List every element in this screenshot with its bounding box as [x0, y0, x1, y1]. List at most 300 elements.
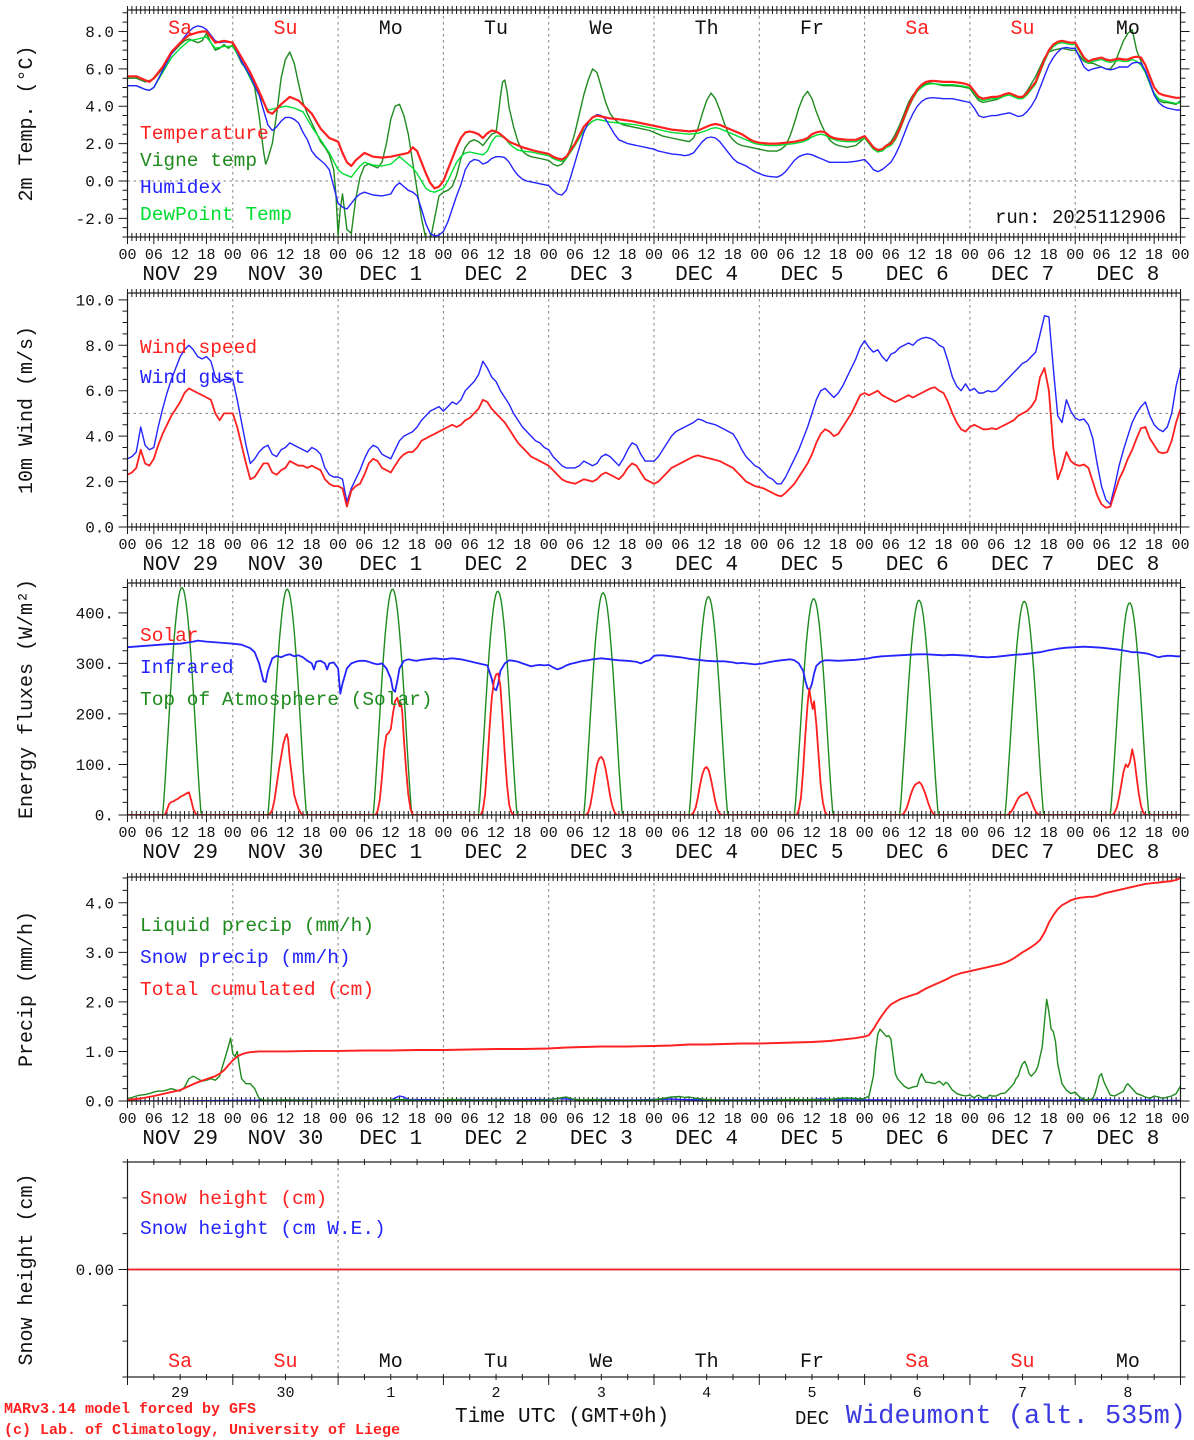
svg-text:00: 00: [644, 537, 664, 554]
svg-text:Tu: Tu: [484, 1351, 509, 1374]
svg-text:18: 18: [1039, 537, 1058, 554]
svg-text:18: 18: [302, 247, 321, 264]
svg-text:00: 00: [1171, 1111, 1190, 1128]
svg-text:29: 29: [171, 1385, 190, 1402]
svg-text:Snow height (cm): Snow height (cm): [140, 1188, 328, 1210]
svg-text:Temperature: Temperature: [140, 123, 269, 145]
svg-text:12: 12: [276, 247, 295, 264]
svg-text:Mo: Mo: [1115, 18, 1140, 41]
svg-text:18: 18: [723, 247, 742, 264]
svg-text:12: 12: [381, 825, 400, 842]
svg-text:06: 06: [1092, 247, 1111, 264]
svg-text:18: 18: [513, 1111, 532, 1128]
svg-text:Liquid precip (mm/h): Liquid precip (mm/h): [140, 915, 375, 937]
svg-text:18: 18: [197, 825, 216, 842]
svg-text:00: 00: [329, 1111, 348, 1128]
svg-text:18: 18: [1039, 247, 1058, 264]
svg-text:8.0: 8.0: [85, 23, 114, 42]
legend: [140, 1188, 386, 1240]
svg-text:06: 06: [460, 1111, 479, 1128]
y-tick-labels: [76, 24, 114, 229]
svg-text:DEC 4: DEC 4: [675, 554, 739, 577]
svg-text:18: 18: [513, 537, 532, 554]
svg-text:18: 18: [1145, 825, 1164, 842]
svg-text:6.0: 6.0: [85, 61, 114, 80]
svg-text:18: 18: [408, 1111, 427, 1128]
svg-text:DEC 7: DEC 7: [991, 1128, 1055, 1151]
svg-text:-2.0: -2.0: [75, 210, 114, 229]
svg-text:00: 00: [539, 247, 558, 264]
svg-text:4.0: 4.0: [85, 98, 114, 117]
svg-text:00: 00: [750, 537, 769, 554]
svg-text:12: 12: [487, 825, 506, 842]
svg-text:12: 12: [802, 247, 821, 264]
svg-text:DEC 1: DEC 1: [359, 842, 423, 865]
svg-text:DEC 8: DEC 8: [1096, 1128, 1160, 1151]
svg-text:00: 00: [855, 1111, 874, 1128]
svg-text:00: 00: [329, 537, 348, 554]
svg-text:00: 00: [223, 1111, 242, 1128]
svg-text:2.0: 2.0: [85, 474, 114, 493]
legend: [140, 625, 433, 711]
svg-text:6: 6: [912, 1385, 922, 1402]
svg-text:4: 4: [702, 1385, 712, 1402]
svg-text:00: 00: [223, 537, 242, 554]
svg-text:06: 06: [250, 247, 269, 264]
svg-text:06: 06: [987, 537, 1006, 554]
svg-text:Sa: Sa: [905, 1351, 930, 1374]
svg-text:300.: 300.: [75, 655, 114, 674]
svg-text:12: 12: [171, 247, 190, 264]
svg-text:18: 18: [1039, 1111, 1058, 1128]
legend: [140, 337, 257, 389]
y-tick-labels: [76, 292, 114, 537]
x-axis-title: Time UTC (GMT+0h): [455, 1406, 670, 1429]
svg-text:00: 00: [1171, 825, 1190, 842]
svg-text:200.: 200.: [75, 706, 114, 725]
svg-text:DEC 4: DEC 4: [675, 842, 739, 865]
svg-text:00: 00: [644, 247, 664, 264]
svg-text:Mo: Mo: [378, 18, 403, 41]
x-axis-month-label: DEC: [795, 1408, 830, 1430]
svg-text:12: 12: [1118, 247, 1137, 264]
svg-text:12: 12: [1118, 537, 1137, 554]
x-day-labels: [142, 1128, 1159, 1151]
svg-text:12: 12: [381, 1111, 400, 1128]
svg-text:NOV 29: NOV 29: [142, 842, 218, 865]
svg-text:18: 18: [723, 1111, 742, 1128]
svg-text:12: 12: [697, 537, 716, 554]
svg-text:06: 06: [355, 247, 374, 264]
svg-text:12: 12: [171, 1111, 190, 1128]
svg-text:12: 12: [1013, 825, 1032, 842]
svg-text:Snow height (cm W.E.): Snow height (cm W.E.): [140, 1218, 386, 1240]
svg-text:Su: Su: [273, 18, 298, 41]
svg-text:12: 12: [1013, 537, 1032, 554]
svg-text:0.0: 0.0: [85, 173, 114, 192]
svg-text:3: 3: [596, 1385, 606, 1402]
svg-text:12: 12: [908, 1111, 927, 1128]
svg-text:Snow precip (mm/h): Snow precip (mm/h): [140, 947, 351, 969]
svg-text:10.0: 10.0: [75, 292, 114, 311]
svg-text:00: 00: [1066, 825, 1085, 842]
svg-text:18: 18: [408, 537, 427, 554]
svg-text:Top of Atmosphere (Solar): Top of Atmosphere (Solar): [140, 689, 433, 711]
svg-text:4.0: 4.0: [85, 428, 114, 447]
svg-text:12: 12: [381, 247, 400, 264]
svg-text:18: 18: [302, 537, 321, 554]
svg-text:30: 30: [276, 1385, 295, 1402]
panel-temperature: [16, 6, 1190, 287]
svg-text:DEC 3: DEC 3: [569, 842, 633, 865]
svg-text:18: 18: [723, 825, 742, 842]
svg-text:00: 00: [855, 247, 874, 264]
svg-text:1.0: 1.0: [85, 1043, 114, 1062]
x-day-number-labels: [171, 1385, 1132, 1402]
svg-text:06: 06: [987, 247, 1006, 264]
svg-text:DEC 7: DEC 7: [991, 264, 1055, 287]
svg-text:06: 06: [987, 1111, 1006, 1128]
x-day-labels: [142, 554, 1159, 577]
svg-text:We: We: [589, 18, 614, 41]
svg-text:Fr: Fr: [799, 1351, 824, 1374]
y-axis-title: Precip (mm/h): [16, 910, 39, 1068]
svg-text:Sa: Sa: [905, 18, 930, 41]
svg-text:00: 00: [960, 537, 979, 554]
y-axis-title: 2m Temp. (°C): [16, 45, 39, 202]
svg-text:Total cumulated (cm): Total cumulated (cm): [140, 979, 375, 1001]
footer-model-credit: MARv3.14 model forced by GFS: [4, 1401, 257, 1418]
svg-text:8.0: 8.0: [85, 337, 114, 356]
svg-text:00: 00: [329, 247, 348, 264]
station-label: Wideumont (alt. 535m): [845, 1402, 1186, 1432]
svg-text:Wind speed: Wind speed: [140, 337, 258, 359]
svg-text:18: 18: [934, 247, 953, 264]
svg-text:06: 06: [144, 247, 163, 264]
svg-text:Sa: Sa: [168, 18, 193, 41]
svg-text:12: 12: [802, 537, 821, 554]
svg-text:DEC 2: DEC 2: [464, 1128, 528, 1151]
svg-text:12: 12: [1118, 1111, 1137, 1128]
svg-text:18: 18: [513, 825, 532, 842]
svg-text:00: 00: [539, 537, 558, 554]
svg-text:06: 06: [460, 537, 479, 554]
svg-text:00: 00: [118, 537, 137, 554]
svg-text:DEC 3: DEC 3: [569, 554, 633, 577]
svg-text:12: 12: [487, 1111, 506, 1128]
svg-text:0.0: 0.0: [85, 519, 114, 538]
svg-text:DEC 5: DEC 5: [780, 842, 844, 865]
svg-text:DEC 6: DEC 6: [885, 264, 949, 287]
day-boundary-gridlines: [233, 10, 1075, 237]
svg-text:18: 18: [1145, 1111, 1164, 1128]
svg-text:4.0: 4.0: [85, 895, 114, 914]
svg-text:DEC 4: DEC 4: [675, 264, 739, 287]
svg-text:DEC 8: DEC 8: [1096, 554, 1160, 577]
svg-text:Sa: Sa: [168, 1351, 193, 1374]
svg-text:06: 06: [250, 1111, 269, 1128]
svg-text:12: 12: [171, 825, 190, 842]
svg-text:00: 00: [644, 825, 664, 842]
svg-text:06: 06: [776, 1111, 795, 1128]
svg-text:00: 00: [1171, 537, 1190, 554]
svg-text:Humidex: Humidex: [140, 177, 222, 199]
svg-text:DEC 7: DEC 7: [991, 554, 1055, 577]
svg-text:12: 12: [908, 537, 927, 554]
svg-text:0.00: 0.00: [75, 1262, 114, 1280]
svg-text:12: 12: [697, 247, 716, 264]
svg-text:06: 06: [671, 247, 690, 264]
svg-text:18: 18: [197, 247, 216, 264]
svg-text:2: 2: [491, 1385, 501, 1402]
svg-text:00: 00: [960, 825, 979, 842]
y-axis-title: Energy fluxes (W/m²): [16, 578, 39, 820]
y-axis-title: Snow height (cm): [16, 1173, 39, 1366]
svg-text:0.: 0.: [94, 807, 114, 826]
svg-text:18: 18: [302, 1111, 321, 1128]
svg-text:Solar: Solar: [140, 625, 199, 647]
svg-text:Su: Su: [1010, 18, 1035, 41]
svg-text:NOV 29: NOV 29: [142, 264, 218, 287]
svg-text:12: 12: [592, 247, 611, 264]
svg-text:00: 00: [539, 1111, 558, 1128]
svg-text:12: 12: [592, 825, 611, 842]
svg-text:12: 12: [171, 537, 190, 554]
svg-text:06: 06: [144, 537, 163, 554]
svg-text:18: 18: [408, 825, 427, 842]
panel-energy: [16, 579, 1190, 865]
svg-text:NOV 29: NOV 29: [142, 554, 218, 577]
svg-text:DEC 8: DEC 8: [1096, 264, 1160, 287]
svg-text:NOV 30: NOV 30: [247, 264, 324, 287]
svg-text:DEC 4: DEC 4: [675, 1128, 739, 1151]
svg-text:06: 06: [671, 1111, 690, 1128]
svg-text:06: 06: [881, 825, 900, 842]
svg-text:00: 00: [434, 537, 453, 554]
svg-text:00: 00: [1066, 247, 1085, 264]
svg-text:12: 12: [1118, 825, 1137, 842]
svg-text:18: 18: [618, 537, 637, 554]
x-hour-labels: [118, 825, 1189, 842]
svg-text:12: 12: [276, 825, 295, 842]
svg-text:NOV 30: NOV 30: [247, 842, 324, 865]
y-tick-labels: [85, 895, 114, 1111]
svg-text:18: 18: [934, 825, 953, 842]
svg-text:Mo: Mo: [1115, 1351, 1140, 1374]
svg-text:06: 06: [1092, 537, 1111, 554]
svg-text:06: 06: [671, 537, 690, 554]
svg-text:18: 18: [618, 825, 637, 842]
svg-text:00: 00: [118, 1111, 137, 1128]
panel-wind: [16, 289, 1190, 577]
legend: [140, 915, 374, 1001]
svg-text:DEC 7: DEC 7: [991, 842, 1055, 865]
svg-text:00: 00: [118, 247, 137, 264]
svg-text:06: 06: [144, 825, 163, 842]
svg-text:18: 18: [618, 247, 637, 264]
svg-text:00: 00: [750, 247, 769, 264]
svg-text:2.0: 2.0: [85, 136, 114, 155]
svg-text:06: 06: [566, 1111, 585, 1128]
svg-text:00: 00: [539, 825, 558, 842]
svg-text:18: 18: [1145, 247, 1164, 264]
svg-text:Infrared: Infrared: [140, 657, 234, 679]
run-label: run: 2025112906: [994, 207, 1166, 229]
svg-text:00: 00: [750, 825, 769, 842]
svg-text:06: 06: [460, 247, 479, 264]
svg-text:00: 00: [855, 537, 874, 554]
svg-text:06: 06: [566, 537, 585, 554]
svg-text:DEC 2: DEC 2: [464, 264, 528, 287]
svg-text:06: 06: [1092, 825, 1111, 842]
svg-text:18: 18: [934, 1111, 953, 1128]
svg-text:06: 06: [776, 825, 795, 842]
svg-text:DEC 1: DEC 1: [359, 264, 423, 287]
svg-text:00: 00: [855, 825, 874, 842]
svg-text:18: 18: [1145, 537, 1164, 554]
svg-text:DEC 5: DEC 5: [780, 554, 844, 577]
svg-text:06: 06: [144, 1111, 163, 1128]
x-day-labels: [142, 842, 1159, 865]
series-temperature: [128, 32, 1181, 189]
svg-text:Tu: Tu: [484, 18, 509, 41]
svg-text:6.0: 6.0: [85, 383, 114, 402]
svg-text:12: 12: [276, 537, 295, 554]
svg-text:18: 18: [618, 1111, 637, 1128]
svg-text:00: 00: [329, 825, 348, 842]
x-day-labels: [142, 264, 1159, 287]
svg-text:Wind gust: Wind gust: [140, 367, 246, 389]
svg-text:06: 06: [671, 825, 690, 842]
svg-text:00: 00: [1066, 1111, 1085, 1128]
svg-text:Mo: Mo: [378, 1351, 403, 1374]
svg-text:DEC 3: DEC 3: [569, 264, 633, 287]
svg-text:06: 06: [881, 247, 900, 264]
svg-text:06: 06: [566, 247, 585, 264]
svg-text:DEC 5: DEC 5: [780, 1128, 844, 1151]
svg-text:18: 18: [829, 825, 848, 842]
svg-text:06: 06: [776, 247, 795, 264]
svg-text:12: 12: [592, 537, 611, 554]
svg-text:18: 18: [723, 537, 742, 554]
svg-text:3.0: 3.0: [85, 944, 114, 963]
svg-text:06: 06: [355, 537, 374, 554]
legend: [140, 123, 292, 226]
svg-text:06: 06: [355, 825, 374, 842]
svg-text:DEC 2: DEC 2: [464, 842, 528, 865]
svg-text:18: 18: [829, 537, 848, 554]
svg-text:06: 06: [250, 825, 269, 842]
x-hour-labels: [118, 537, 1189, 554]
svg-text:06: 06: [460, 825, 479, 842]
svg-text:00: 00: [223, 825, 242, 842]
svg-text:18: 18: [197, 537, 216, 554]
svg-text:We: We: [589, 1351, 614, 1374]
svg-text:18: 18: [829, 247, 848, 264]
svg-text:06: 06: [776, 537, 795, 554]
svg-text:Th: Th: [694, 1351, 719, 1374]
svg-text:400.: 400.: [75, 605, 114, 624]
svg-text:Vigne temp: Vigne temp: [140, 150, 258, 172]
svg-text:12: 12: [487, 537, 506, 554]
svg-text:06: 06: [881, 1111, 900, 1128]
svg-text:18: 18: [197, 1111, 216, 1128]
y-axis-title: 10m Wind (m/s): [16, 325, 39, 495]
day-boundary-gridlines: [233, 293, 1075, 527]
svg-text:18: 18: [934, 537, 953, 554]
svg-text:NOV 29: NOV 29: [142, 1128, 218, 1151]
svg-text:00: 00: [960, 247, 979, 264]
svg-text:00: 00: [750, 1111, 769, 1128]
svg-text:00: 00: [118, 825, 137, 842]
svg-text:8: 8: [1123, 1385, 1133, 1402]
svg-text:DEC 2: DEC 2: [464, 554, 528, 577]
svg-text:Th: Th: [694, 18, 719, 41]
svg-text:12: 12: [1013, 247, 1032, 264]
svg-text:12: 12: [592, 1111, 611, 1128]
svg-text:12: 12: [487, 247, 506, 264]
svg-text:12: 12: [802, 825, 821, 842]
svg-text:100.: 100.: [75, 756, 114, 775]
svg-text:12: 12: [802, 1111, 821, 1128]
svg-text:DEC 1: DEC 1: [359, 554, 423, 577]
svg-text:00: 00: [223, 247, 242, 264]
svg-text:00: 00: [1171, 247, 1190, 264]
day-of-week-labels: [168, 1351, 1140, 1374]
svg-text:00: 00: [1066, 537, 1085, 554]
series-liquid-precip-mm-h-: [128, 999, 1181, 1100]
panel-snow: [16, 1159, 1190, 1402]
svg-text:0.0: 0.0: [85, 1093, 114, 1112]
svg-text:06: 06: [987, 825, 1006, 842]
svg-text:06: 06: [881, 537, 900, 554]
footer-copyright: (c) Lab. of Climatology, University of Liege: [4, 1422, 401, 1439]
svg-text:NOV 30: NOV 30: [247, 1128, 324, 1151]
panel-precip: [16, 873, 1190, 1151]
svg-text:18: 18: [302, 825, 321, 842]
svg-text:06: 06: [355, 1111, 374, 1128]
svg-text:DEC 1: DEC 1: [359, 1128, 423, 1151]
svg-text:12: 12: [908, 825, 927, 842]
svg-text:2.0: 2.0: [85, 994, 114, 1013]
svg-text:1: 1: [386, 1385, 396, 1402]
svg-text:12: 12: [697, 825, 716, 842]
svg-text:Su: Su: [273, 1351, 298, 1374]
svg-text:12: 12: [697, 1111, 716, 1128]
svg-text:7: 7: [1018, 1385, 1028, 1402]
svg-text:DEC 5: DEC 5: [780, 264, 844, 287]
svg-text:12: 12: [1013, 1111, 1032, 1128]
svg-text:18: 18: [1039, 825, 1058, 842]
svg-text:12: 12: [908, 247, 927, 264]
x-hour-labels: [118, 1111, 1189, 1128]
svg-text:DewPoint Temp: DewPoint Temp: [140, 204, 293, 226]
svg-text:12: 12: [276, 1111, 295, 1128]
svg-text:00: 00: [434, 825, 453, 842]
svg-text:Fr: Fr: [799, 18, 824, 41]
y-tick-labels: [76, 1262, 114, 1280]
svg-text:DEC 6: DEC 6: [885, 842, 949, 865]
x-hour-labels: [118, 247, 1189, 264]
svg-text:Su: Su: [1010, 1351, 1035, 1374]
svg-text:00: 00: [434, 247, 453, 264]
svg-text:DEC 8: DEC 8: [1096, 842, 1160, 865]
svg-text:06: 06: [1092, 1111, 1111, 1128]
svg-text:18: 18: [829, 1111, 848, 1128]
svg-text:06: 06: [250, 537, 269, 554]
svg-text:00: 00: [960, 1111, 979, 1128]
svg-text:18: 18: [408, 247, 427, 264]
